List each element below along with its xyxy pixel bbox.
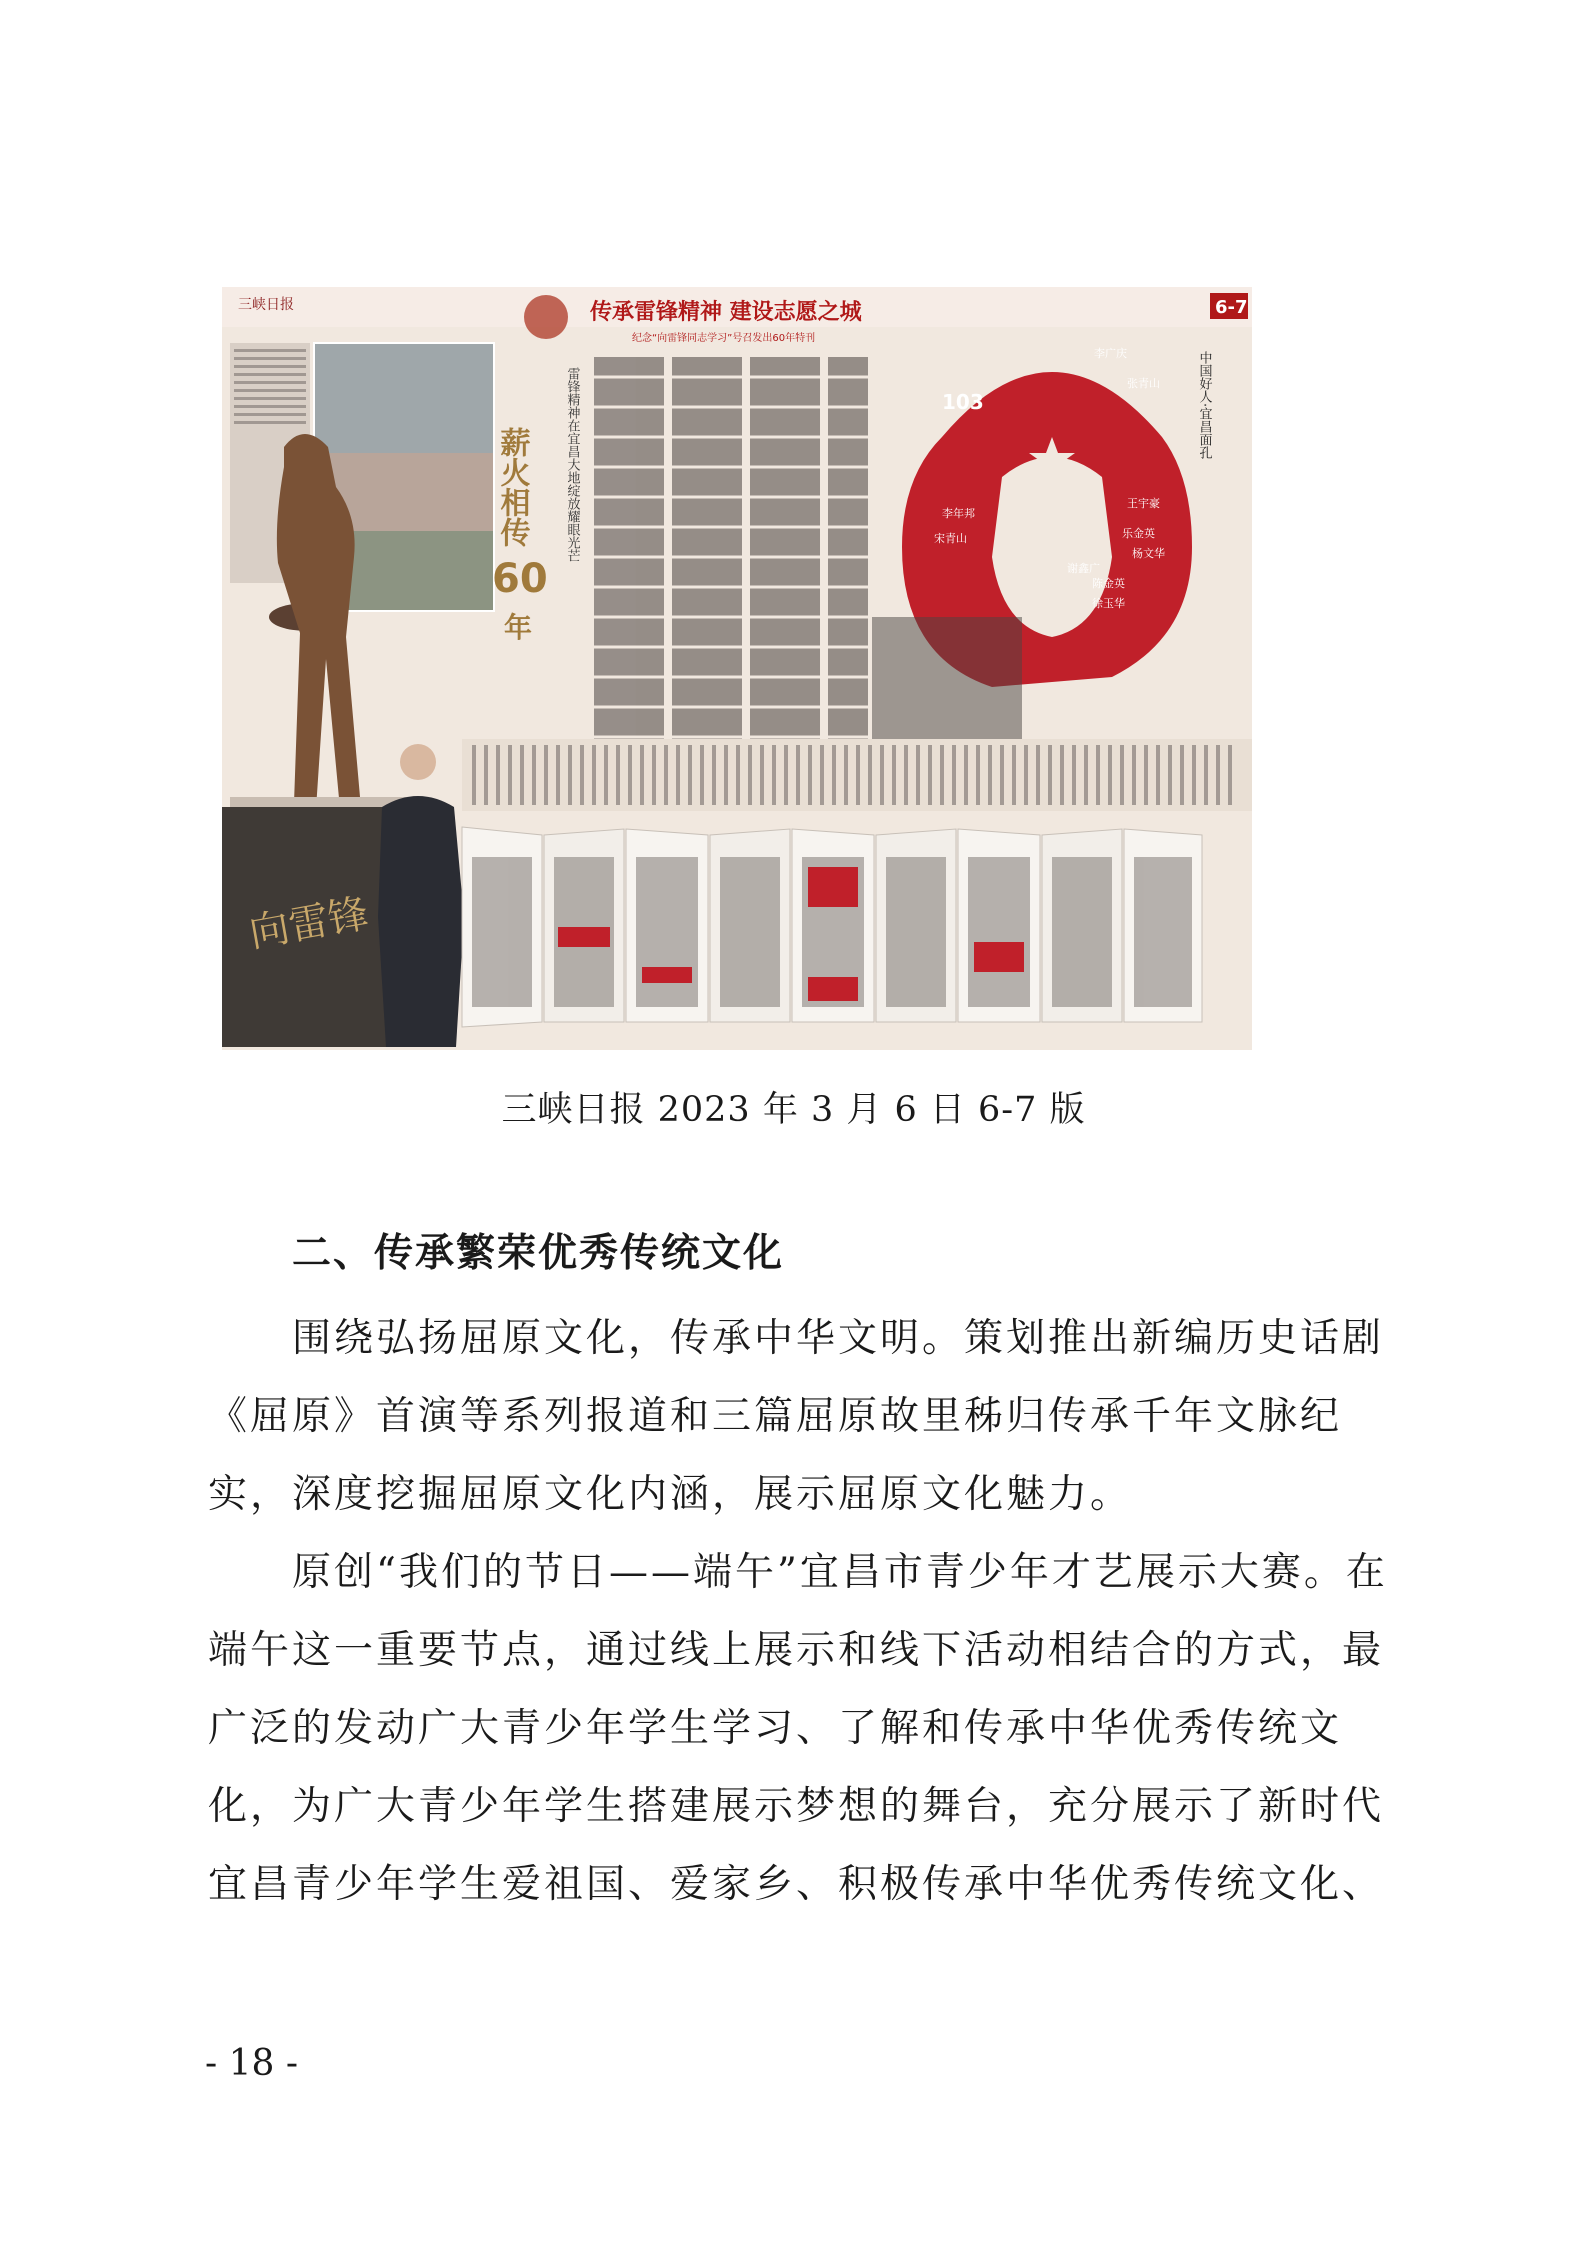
page-number: - 18 - xyxy=(205,2043,299,2084)
body-paragraph: 围绕弘扬屈原文化，传承中华文明。策划推出新编历史话剧《屈原》首演等系列报道和三篇屈原故里秭归传承千年文脉纪实，深度挖掘屈原文化内涵，展示屈原文化魅力。 xyxy=(208,1316,1385,1517)
portrait-name: 谢鑫广 xyxy=(1067,562,1100,575)
spread-subheadline: 纪念“向雷锋同志学习”号召发出60年特刊 xyxy=(632,333,816,344)
portrait-name: 王宇豪 xyxy=(1127,497,1160,510)
portrait-name: 李广庆 xyxy=(1094,347,1127,360)
newspaper-spread-illustration xyxy=(222,287,1252,1050)
portrait-name: 张青山 xyxy=(1127,377,1160,390)
page-badge: 6-7 xyxy=(1215,297,1248,318)
portrait-name: 宋青山 xyxy=(934,532,967,545)
newspaper-fan xyxy=(462,827,1202,1027)
portrait-name: 陈金英 xyxy=(1092,577,1125,590)
newspaper-photo xyxy=(222,287,1252,1050)
portrait-name: 李年邦 xyxy=(942,507,975,520)
body-paragraph: 原创“我们的节日——端午”宜昌市青少年才艺展示大赛。在端午这一重要节点，通过线上展示和线下活动相结合的方式，最广泛的发动广大青少年学生学习、了解和传承中华优秀传统文化，为广大青少年学生搭建展示梦想的舞台，充分展示了新时代宜昌青少年学生爱祖国、爱家乡、积极传承中华优秀传统文化、 xyxy=(208,1550,1388,1907)
portrait-label: 中国好人·宜昌面孔 xyxy=(1196,351,1212,460)
vertical-suffix: 年 xyxy=(504,611,533,644)
section-heading: 二、传承繁荣优秀传统文化 xyxy=(292,1231,785,1276)
portrait-name: 杨文华 xyxy=(1132,547,1165,560)
vertical-subtitle: 雷锋精神在宜昌大地绽放耀眼光芒 xyxy=(564,367,580,562)
vertical-title: 薪火相传 xyxy=(494,427,530,547)
portrait-name: 乐金英 xyxy=(1122,527,1155,540)
vertical-number: 60 xyxy=(492,556,548,602)
spread-headline: 传承雷锋精神 建设志愿之城 xyxy=(590,300,862,325)
portrait-number: 103 xyxy=(942,390,984,414)
svg-text:向雷锋: 向雷锋 xyxy=(245,890,372,957)
portrait-name: 徐玉华 xyxy=(1092,597,1125,610)
masthead-text: 三峡日报 xyxy=(238,297,294,313)
figure-caption: 三峡日报 2023 年 3 月 6 日 6-7 版 xyxy=(501,1090,1086,1130)
